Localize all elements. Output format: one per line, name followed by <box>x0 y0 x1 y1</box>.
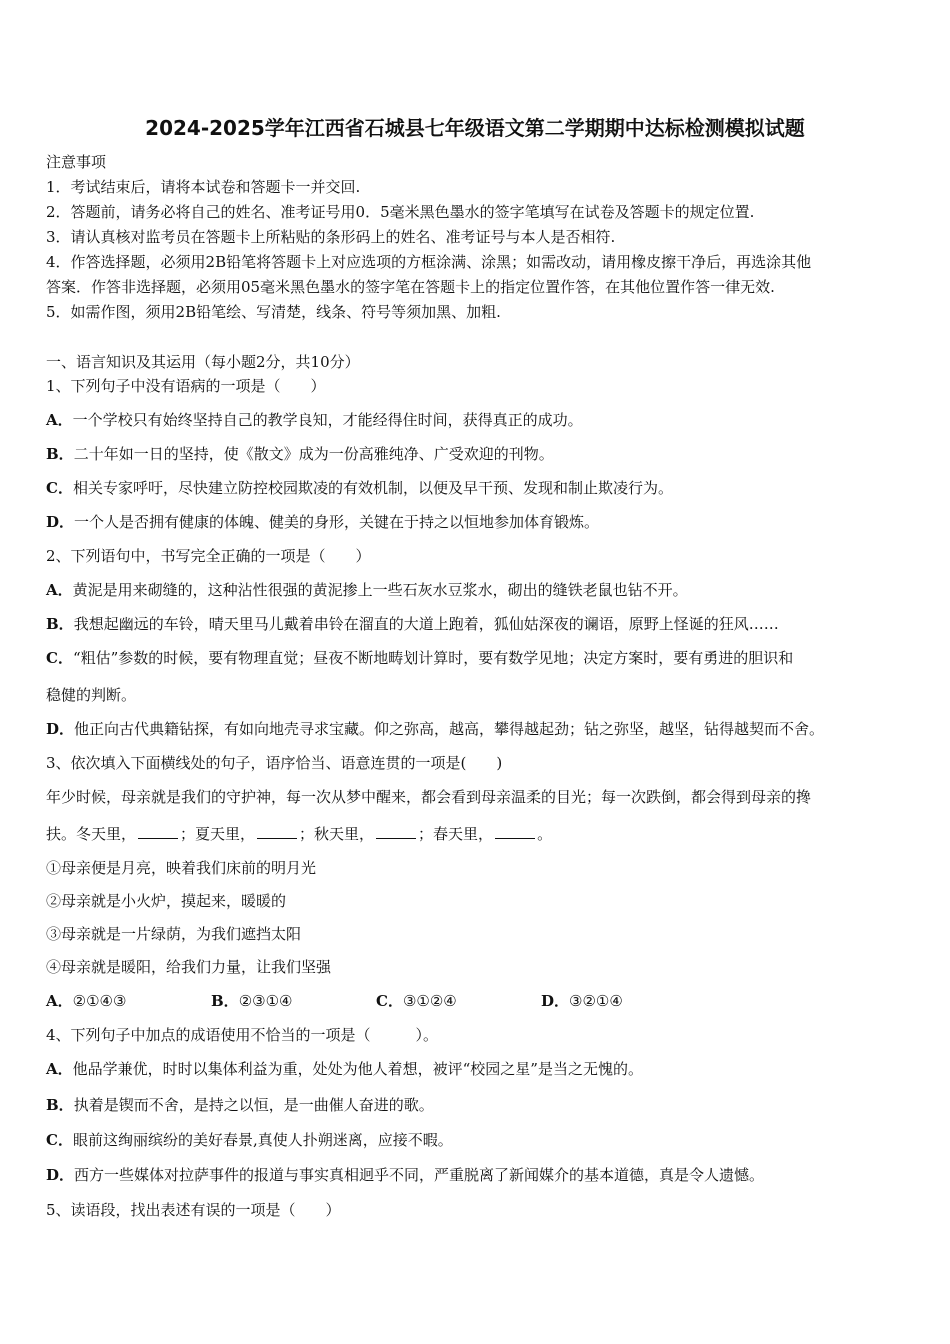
question-4-stem: 4、下列句子中加点的成语使用不恰当的一项是（ ）。 <box>46 1026 439 1044</box>
q4-option-d <box>46 1165 906 1185</box>
section-heading: 一、语言知识及其运用（每小题2分，共10分） <box>46 353 360 371</box>
option-text: 黄泥是用来砌缝的，这种沾性很强的黄泥掺上一些石灰水豆浆水，砌出的缝铁老鼠也钻不开。 <box>72 581 688 599</box>
q3-passage-cont <box>46 824 906 844</box>
option-label: C． <box>46 1131 73 1149</box>
passage-text: ；春天里， <box>418 825 494 843</box>
notice-item: 1．考试结束后，请将本试卷和答题卡一并交回. <box>46 178 361 196</box>
q3-option-c <box>376 991 457 1011</box>
q3-sentence-2: ②母亲就是小火炉，摸起来，暖暖的 <box>46 892 287 910</box>
q3-sentence-4: ④母亲就是暖阳，给我们力量，让我们坚强 <box>46 958 332 976</box>
q3-passage: 年少时候，母亲就是我们的守护神，每一次从梦中醒来，都会看到母亲温柔的目光；每一次跌倒，都会得到母亲的搀 <box>46 788 812 806</box>
option-label: C． <box>46 649 73 667</box>
option-label: D． <box>46 1166 75 1184</box>
q1-option-b <box>46 444 906 464</box>
question-5-stem: 5、读语段，找出表述有误的一项是（ ） <box>46 1201 341 1219</box>
notice-item: 答案．作答非选择题，必须用05毫米黑色墨水的签字笔在答题卡上的指定位置作答，在其他位置作答一律无效. <box>46 278 775 296</box>
q3-option-b <box>211 991 292 1011</box>
fill-blank <box>138 824 178 839</box>
q3-sentence-1: ①母亲便是月亮，映着我们床前的明月光 <box>46 859 317 877</box>
option-text: ②①④③ <box>72 992 127 1010</box>
option-text: 西方一些媒体对拉萨事件的报道与事实真相迥乎不同，严重脱离了新闻媒介的基本道德，真是令人遗憾。 <box>74 1166 765 1184</box>
option-text: 眼前这绚丽缤纷的美好春景,真使人扑朔迷离，应接不暇。 <box>72 1131 453 1149</box>
option-label: A． <box>46 992 73 1010</box>
option-label: B． <box>46 615 74 633</box>
option-text: 他品学兼优，时时以集体利益为重，处处为他人着想，被评“校园之星”是当之无愧的。 <box>72 1060 643 1078</box>
q4-option-b <box>46 1095 906 1115</box>
option-text: 一个人是否拥有健康的体魄、健美的身形，关键在于持之以恒地参加体育锻炼。 <box>74 513 600 531</box>
notice-heading: 注意事项 <box>46 153 107 171</box>
question-3-stem: 3、依次填入下面横线处的句子，语序恰当、语意连贯的一项是( ) <box>46 754 503 772</box>
q3-option-d <box>541 991 623 1011</box>
notice-item: 2．答题前，请务必将自己的姓名、准考证号用0．5毫米黑色墨水的签字笔填写在试卷及答题卡的规定位置. <box>46 203 755 221</box>
passage-text: 。 <box>537 825 553 843</box>
q2-option-c-cont: 稳健的判断。 <box>46 686 137 704</box>
q3-sentence-3: ③母亲就是一片绿荫，为我们遮挡太阳 <box>46 925 302 943</box>
option-label: B． <box>46 445 74 463</box>
option-text: 二十年如一日的坚持，使《散文》成为一份高雅纯净、广受欢迎的刊物。 <box>73 445 554 463</box>
q1-option-d <box>46 512 906 532</box>
option-label: C． <box>376 992 403 1010</box>
option-text: 一个学校只有始终坚持自己的教学良知，才能经得住时间，获得真正的成功。 <box>72 411 583 429</box>
q3-option-a <box>46 991 126 1011</box>
passage-text: ；秋天里， <box>299 825 375 843</box>
option-label: A． <box>46 1060 73 1078</box>
option-label: D． <box>541 992 570 1010</box>
option-text: 他正向古代典籍钻探，有如向地壳寻求宝藏。仰之弥高，越高，攀得越起劲；钻之弥坚，越坚，钻得越契而不舍。 <box>74 720 825 738</box>
fill-blank <box>495 824 535 839</box>
option-label: D． <box>46 513 75 531</box>
option-text: “粗估”参数的时候，要有物理直觉；昼夜不断地畴划计算时，要有数学见地；决定方案时，要有勇进的胆识和 <box>72 649 794 667</box>
notice-item: 5．如需作图，须用2B铅笔绘、写清楚，线条、符号等须加黑、加粗. <box>46 303 501 321</box>
passage-text: ；夏天里， <box>180 825 256 843</box>
option-text: 执着是锲而不舍，是持之以恒，是一曲催人奋进的歌。 <box>73 1096 434 1114</box>
question-2-stem: 2、下列语句中，书写完全正确的一项是（ ） <box>46 547 371 565</box>
option-text: 我想起幽远的车铃，晴天里马儿戴着串铃在溜直的大道上跑着，狐仙姑深夜的谰语，原野上怪诞的狂风…… <box>73 615 779 633</box>
q2-option-c <box>46 648 906 668</box>
option-text: ②③①④ <box>238 992 293 1010</box>
q1-option-a <box>46 410 906 430</box>
q4-option-a <box>46 1059 906 1079</box>
notice-item: 4．作答选择题，必须用2B铅笔将答题卡上对应选项的方框涂满、涂黑；如需改动，请用橡皮擦干净后，再选涂其他 <box>46 253 812 271</box>
fill-blank <box>257 824 297 839</box>
passage-text: 扶。冬天里， <box>46 825 137 843</box>
option-label: A． <box>46 581 73 599</box>
option-text: 相关专家呼吁，尽快建立防控校园欺凌的有效机制，以便及早干预、发现和制止欺凌行为。 <box>72 479 673 497</box>
option-label: B． <box>211 992 239 1010</box>
question-1-stem: 1、下列句子中没有语病的一项是（ ） <box>46 377 326 395</box>
page-title: 2024-2025学年江西省石城县七年级语文第二学期期中达标检测模拟试题 <box>145 116 805 140</box>
notice-item: 3．请认真核对监考员在答题卡上所粘贴的条形码上的姓名、准考证号与本人是否相符. <box>46 228 616 246</box>
option-label: A． <box>46 411 73 429</box>
q2-option-a <box>46 580 906 600</box>
q4-option-c <box>46 1130 906 1150</box>
option-label: D． <box>46 720 75 738</box>
option-label: C． <box>46 479 73 497</box>
option-label: B． <box>46 1096 74 1114</box>
q1-option-c <box>46 478 906 498</box>
option-text: ③②①④ <box>569 992 623 1010</box>
q2-option-b <box>46 614 906 634</box>
fill-blank <box>376 824 416 839</box>
option-text: ③①②④ <box>402 992 457 1010</box>
q2-option-d <box>46 719 906 739</box>
